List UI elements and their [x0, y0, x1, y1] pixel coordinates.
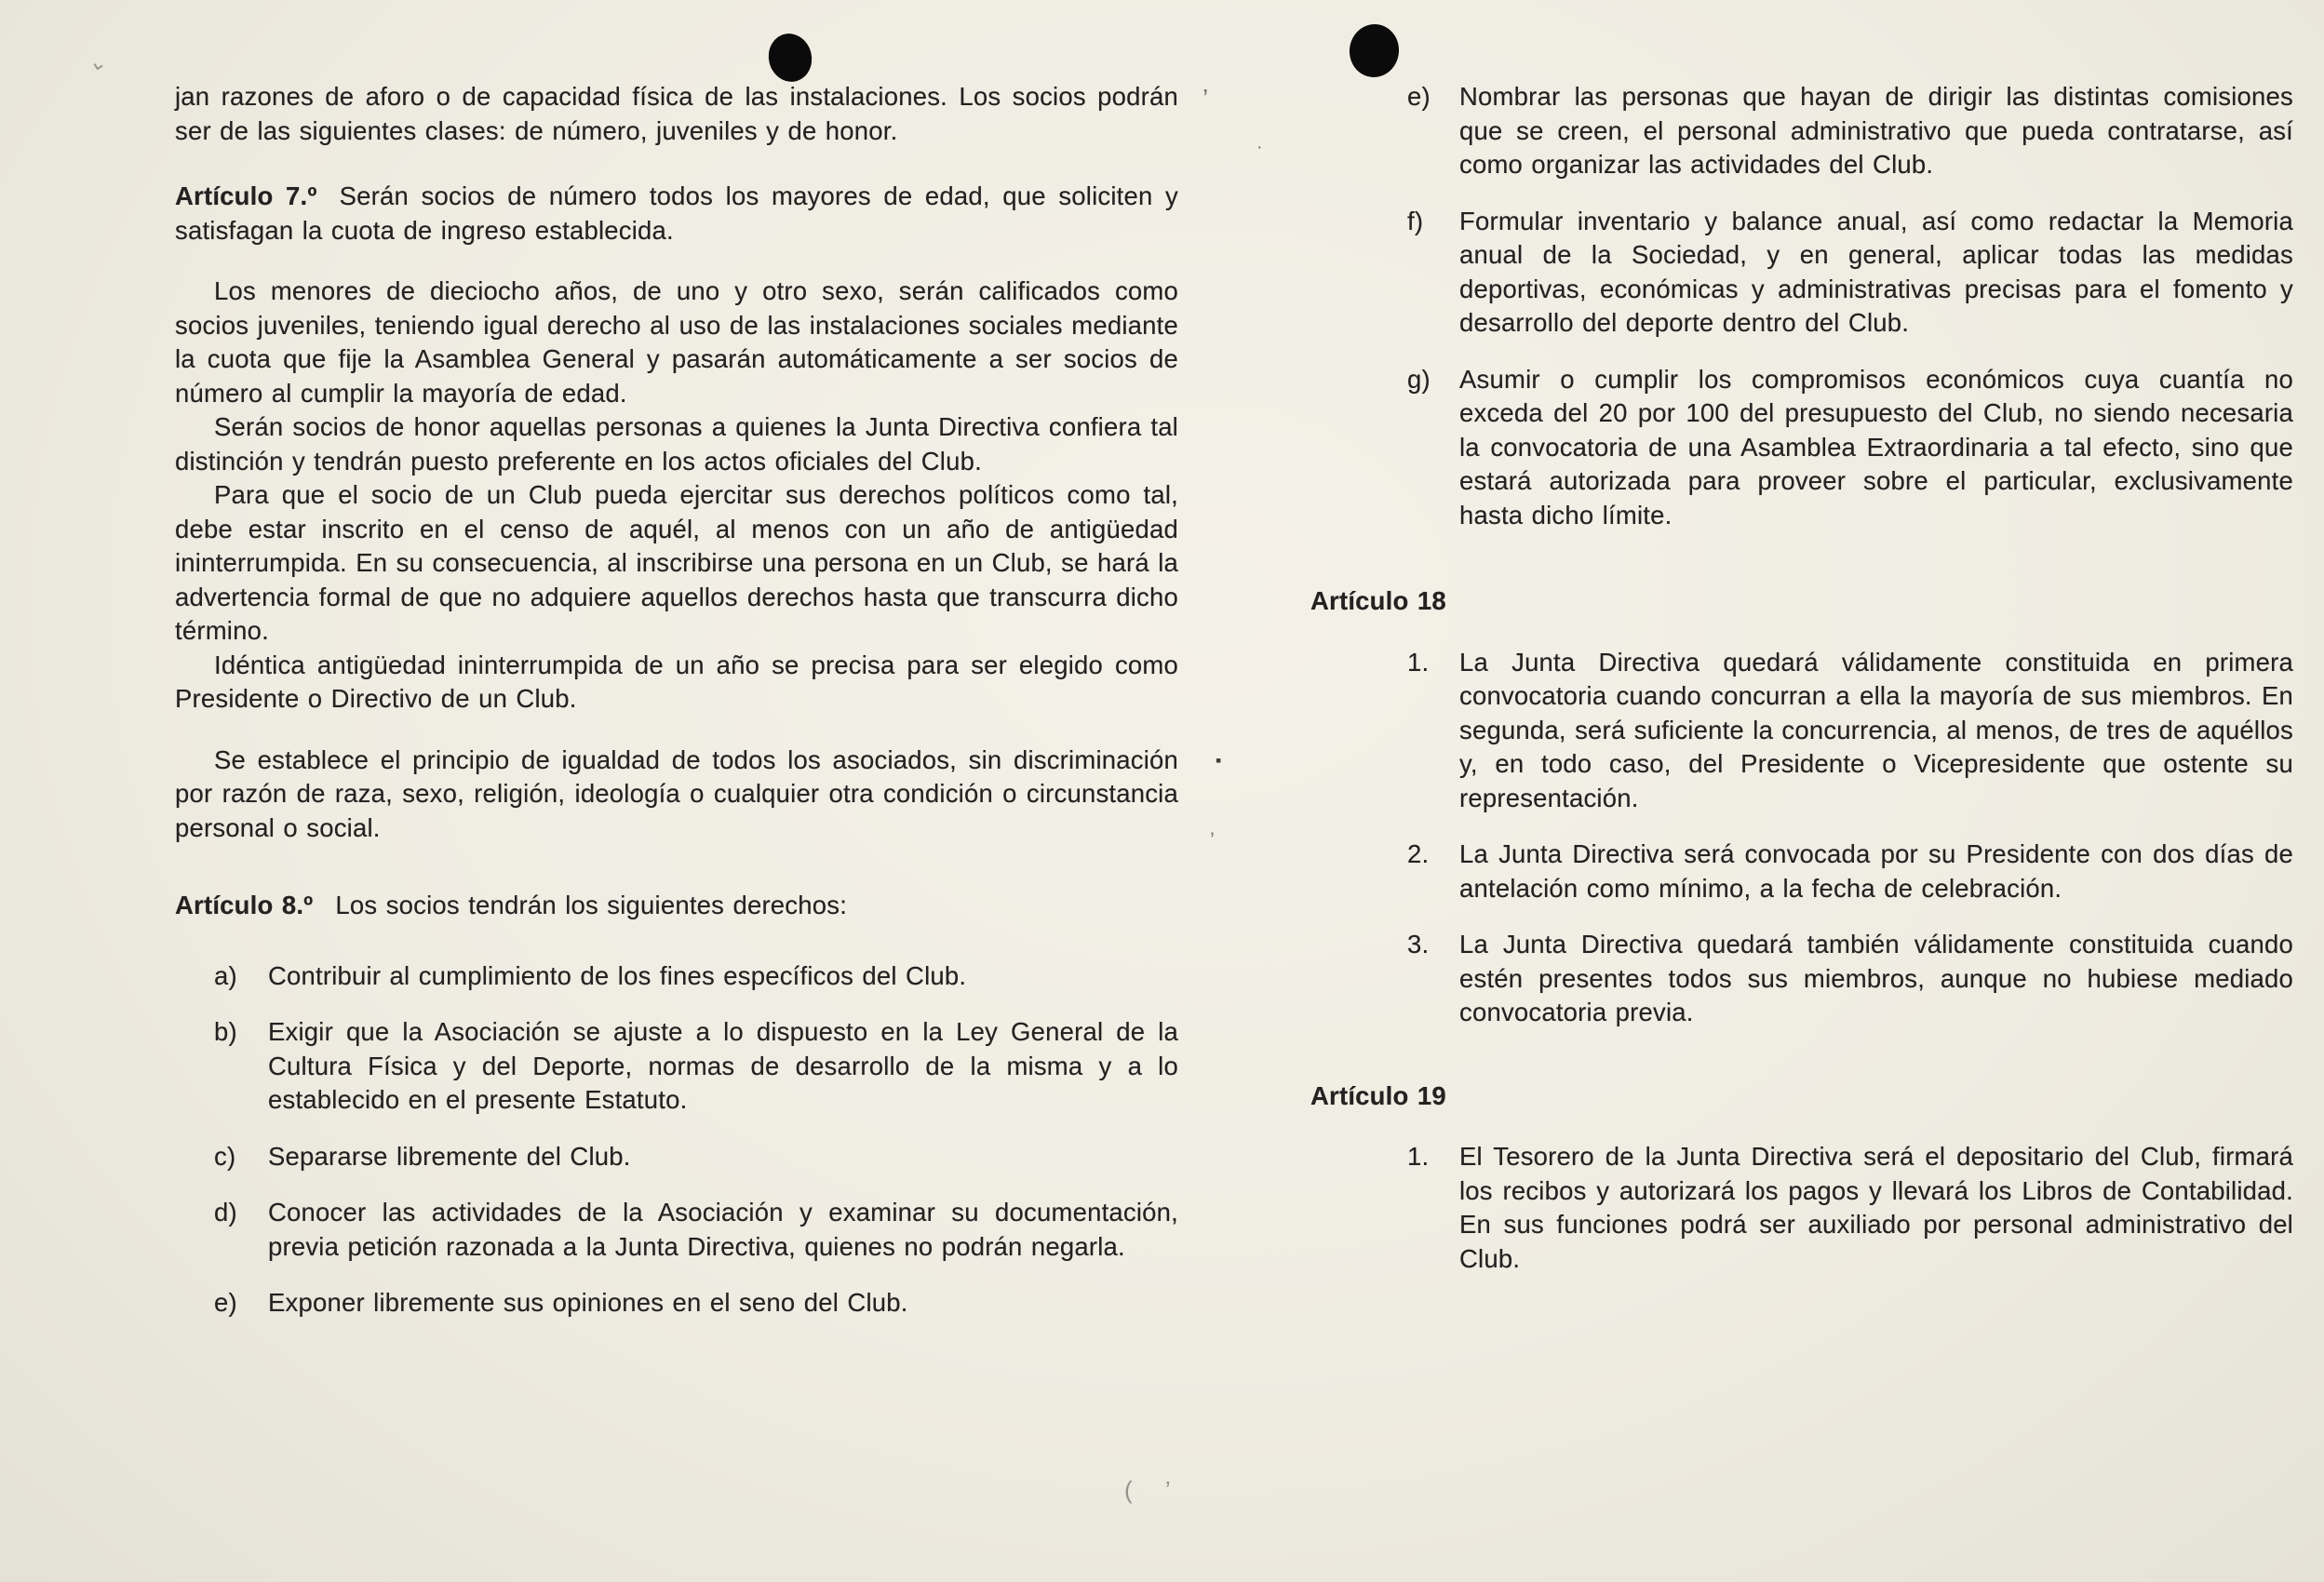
paragraph-censo: Para que el socio de un Club pueda ejercitar sus derechos políticos como tal, debe estar inscrito en el censo de aquél, al menos con un año de antigüedad ininterrumpida. En su consecuencia, al inscribirse una persona en un Club, se hará la advertencia formal de que no adquiere aquellos derechos hasta que transcurra dicho término.: [175, 480, 1178, 645]
paragraph-honor: Serán socios de honor aquellas personas a quienes la Junta Directiva confiera tal distinción y tendrán puesto preferente en los actos oficiales del Club.: [175, 412, 1178, 476]
list-text: Asumir o cumplir los compromisos económicos cuya cuantía no exceda del 20 por 100 del presupuesto del Club, no siendo necesaria la convocatoria de una Asamblea Extraordinaria a tal efecto, sino que estará autorizada para proveer sobre el particular, exclusivamente hasta dicho límite.: [1459, 364, 2293, 530]
list-text: La Junta Directiva quedará válidamente constituida en primera convocatoria cuando concurran a ella la mayoría de sus miembros. En segunda, será suficiente la concurrencia, al menos, de tres de aquéllos y, en todo caso, del Presidente o Vicepresidente que ostente su representación.: [1459, 647, 2293, 812]
article-18-item-1: [1310, 646, 2293, 816]
list-item-c: [175, 1140, 1178, 1174]
list-item-e2: [1310, 80, 2293, 182]
list-marker: 3.: [1407, 930, 1430, 959]
article-8-text: Los socios tendrán los siguientes derechos:: [335, 891, 848, 919]
article-18-item-3: [1310, 928, 2293, 1030]
list-text: Exponer libremente sus opiniones en el seno del Club.: [268, 1288, 908, 1317]
list-marker: 1.: [1407, 1142, 1430, 1171]
stray-mark: ( ’: [1124, 1476, 1184, 1504]
list-text: La Junta Directiva quedará también válidamente constituida cuando estén presentes todos sus miembros, aunque no hubiese mediado convocatoria previa.: [1459, 930, 2293, 1026]
stray-mark: ▪: [1216, 751, 1222, 770]
article-19-item-1: [1310, 1140, 2293, 1276]
list-marker: e): [1407, 82, 1431, 111]
stray-mark: ’: [1210, 828, 1215, 851]
list-marker: e): [214, 1288, 237, 1317]
left-page-column: [175, 80, 1178, 1321]
binding-dot-left: [763, 29, 816, 87]
right-page-column: [1310, 80, 2293, 1276]
list-item-a: [175, 959, 1178, 994]
article-7-text: Serán socios de número todos los mayores de edad, que soliciten y satisfagan la cuota de ingreso establecida.: [175, 181, 1178, 245]
list-text: Conocer las actividades de la Asociación y examinar su documentación, previa petición razonada a la Junta Directiva, quienes no podrán negarla.: [268, 1198, 1178, 1261]
article-7-label: Artículo 7.º: [175, 181, 317, 210]
article-18-item-2: [1310, 838, 2293, 905]
list-text: Exigir que la Asociación se ajuste a lo dispuesto en la Ley General de la Cultura Física y del Deporte, normas de desarrollo de la misma y a lo establecido en el presente Estatuto.: [268, 1017, 1178, 1114]
article-19-heading: Artículo 19: [1310, 1080, 1446, 1110]
list-marker: f): [1407, 206, 1424, 235]
list-item-f: [1310, 205, 2293, 341]
paragraph-juveniles: Los menores de dieciocho años, de uno y otro sexo, serán calificados como socios juveniles, teniendo igual derecho al uso de las instalaciones sociales mediante la cuota que fije la Asamblea General y pasarán automáticamente a ser socios de número al cumplir la mayoría de edad.: [175, 276, 1178, 408]
list-text: Contribuir al cumplimiento de los fines específicos del Club.: [268, 960, 967, 990]
list-text: Separarse libremente del Club.: [268, 1141, 631, 1171]
list-marker: 2.: [1407, 839, 1430, 868]
list-text: El Tesorero de la Junta Directiva será el depositario del Club, firmará los recibos y autorizará los pagos y llevará los Libros de Contabilidad. En sus funciones podrá ser auxiliado por personal administrativo del Club.: [1459, 1142, 2293, 1273]
list-marker: 1.: [1407, 647, 1430, 677]
paragraph-igualdad: Se establece el principio de igualdad de todos los asociados, sin discriminación por razón de raza, sexo, religión, ideología o cualquier otra condición o circunstancia personal o social.: [175, 744, 1178, 842]
stray-mark: ’: [1202, 84, 1209, 113]
list-text: Formular inventario y balance anual, así como redactar la Memoria anual de la Sociedad, y en general, aplicar todas las medidas deportivas, económicas y administrativas precisas para el fomento y desarrollo del deporte dentro del Club.: [1459, 206, 2293, 337]
article-18-heading: Artículo 18: [1310, 586, 1446, 615]
list-marker: a): [214, 960, 237, 990]
article-7-paragraph: [175, 180, 1178, 248]
list-item-g: [1310, 363, 2293, 533]
stray-mark: ·: [1256, 137, 1263, 157]
binding-dot-right: [1346, 21, 1402, 81]
list-marker: d): [214, 1198, 237, 1227]
list-marker: g): [1407, 364, 1431, 394]
article-8-label: Artículo 8.º: [175, 891, 314, 919]
list-text: Nombrar las personas que hayan de dirigir las distintas comisiones que se creen, el personal administrativo que pueda contratarse, así como organizar las actividades del Club.: [1459, 82, 2293, 179]
list-item-b: [175, 1015, 1178, 1118]
list-marker: c): [214, 1141, 236, 1171]
list-marker: b): [214, 1017, 237, 1046]
list-item-e: [175, 1286, 1178, 1321]
article-8-paragraph: [175, 889, 1178, 923]
paragraph-antiguedad: Idéntica antigüedad ininterrumpida de un año se precisa para ser elegido como Presidente o Directivo de un Club.: [175, 650, 1178, 713]
list-item-d: [175, 1196, 1178, 1264]
continuation-paragraph: jan razones de aforo o de capacidad física de las instalaciones. Los socios podrán ser de las siguientes clases: de número, juveniles y de honor.: [175, 82, 1178, 145]
stray-mark: ⌄: [87, 48, 111, 77]
list-text: La Junta Directiva será convocada por su Presidente con dos días de antelación como mínimo, a la fecha de celebración.: [1459, 839, 2293, 903]
